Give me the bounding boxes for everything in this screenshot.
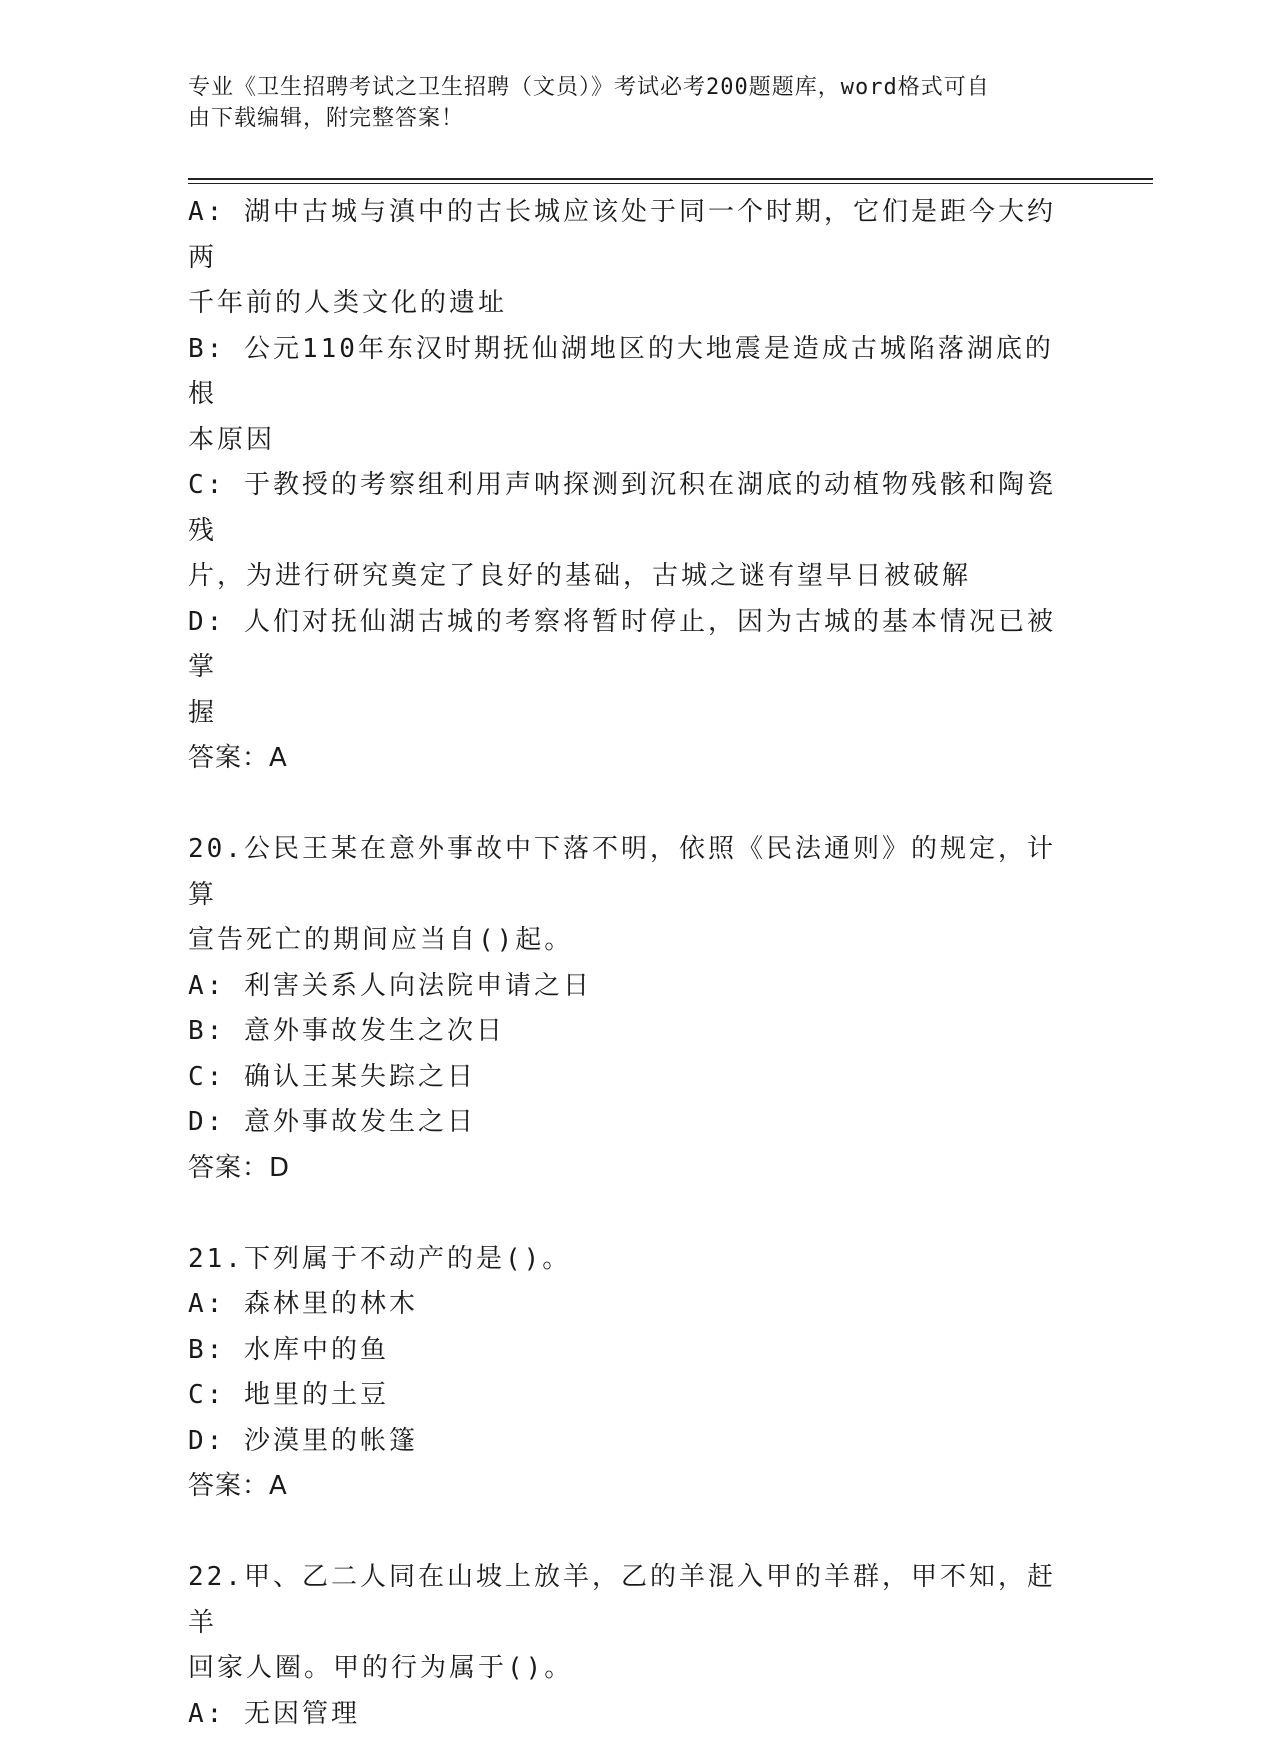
option-b: B: 水库中的鱼 (188, 1328, 1078, 1374)
option-b: B: 意外事故发生之次日 (188, 1009, 1078, 1055)
question-stem-line-1: 21.下列属于不动产的是()。 (188, 1237, 1078, 1283)
question-22 (188, 1555, 1078, 1737)
document-header (188, 72, 1068, 134)
option-c: C: 确认王某失踪之日 (188, 1055, 1078, 1101)
option-c-line-1: C: 于教授的考察组利用声呐探测到沉积在湖底的动植物残骸和陶瓷残 (188, 463, 1078, 554)
option-a-line-1: A: 湖中古城与滇中的古长城应该处于同一个时期，它们是距今大约两 (188, 190, 1078, 281)
question-stem-line-2: 宣告死亡的期间应当自()起。 (188, 918, 1078, 964)
question-stem-line-1: 22.甲、乙二人同在山坡上放羊，乙的羊混入甲的羊群，甲不知，赶羊 (188, 1555, 1078, 1646)
question-stem-line-1: 20.公民王某在意外事故中下落不明，依照《民法通则》的规定，计算 (188, 827, 1078, 918)
header-divider-thick (188, 178, 1153, 180)
spacer (188, 782, 1078, 828)
header-divider-thin (188, 183, 1153, 184)
option-c: C: 地里的土豆 (188, 1373, 1078, 1419)
option-a-line-2: 千年前的人类文化的遗址 (188, 281, 1078, 327)
answer-20: 答案：D (188, 1146, 1078, 1192)
option-d-line-2: 握 (188, 691, 1078, 737)
answer-19: 答案：A (188, 736, 1078, 782)
answer-21: 答案：A (188, 1464, 1078, 1510)
option-a: A: 无因管理 (188, 1692, 1078, 1737)
option-d: D: 沙漠里的帐篷 (188, 1419, 1078, 1465)
question-21 (188, 1237, 1078, 1510)
spacer (188, 1191, 1078, 1237)
option-d-line-1: D: 人们对抚仙湖古城的考察将暂时停止，因为古城的基本情况已被掌 (188, 600, 1078, 691)
question-20 (188, 827, 1078, 1191)
option-d: D: 意外事故发生之日 (188, 1100, 1078, 1146)
option-b-line-1: B: 公元110年东汉时期抚仙湖地区的大地震是造成古城陷落湖底的根 (188, 327, 1078, 418)
header-title-line-1: 专业《卫生招聘考试之卫生招聘（文员）》考试必考200题题库，word格式可自 (188, 72, 1068, 103)
option-b-line-2: 本原因 (188, 418, 1078, 464)
option-a: A: 森林里的林木 (188, 1282, 1078, 1328)
option-a: A: 利害关系人向法院申请之日 (188, 964, 1078, 1010)
question-stem-line-2: 回家人圈。甲的行为属于()。 (188, 1646, 1078, 1692)
header-title-line-2: 由下载编辑，附完整答案！ (188, 103, 1068, 134)
document-body (188, 190, 1078, 1737)
question-19 (188, 190, 1078, 782)
spacer (188, 1510, 1078, 1556)
option-c-line-2: 片，为进行研究奠定了良好的基础，古城之谜有望早日被破解 (188, 554, 1078, 600)
